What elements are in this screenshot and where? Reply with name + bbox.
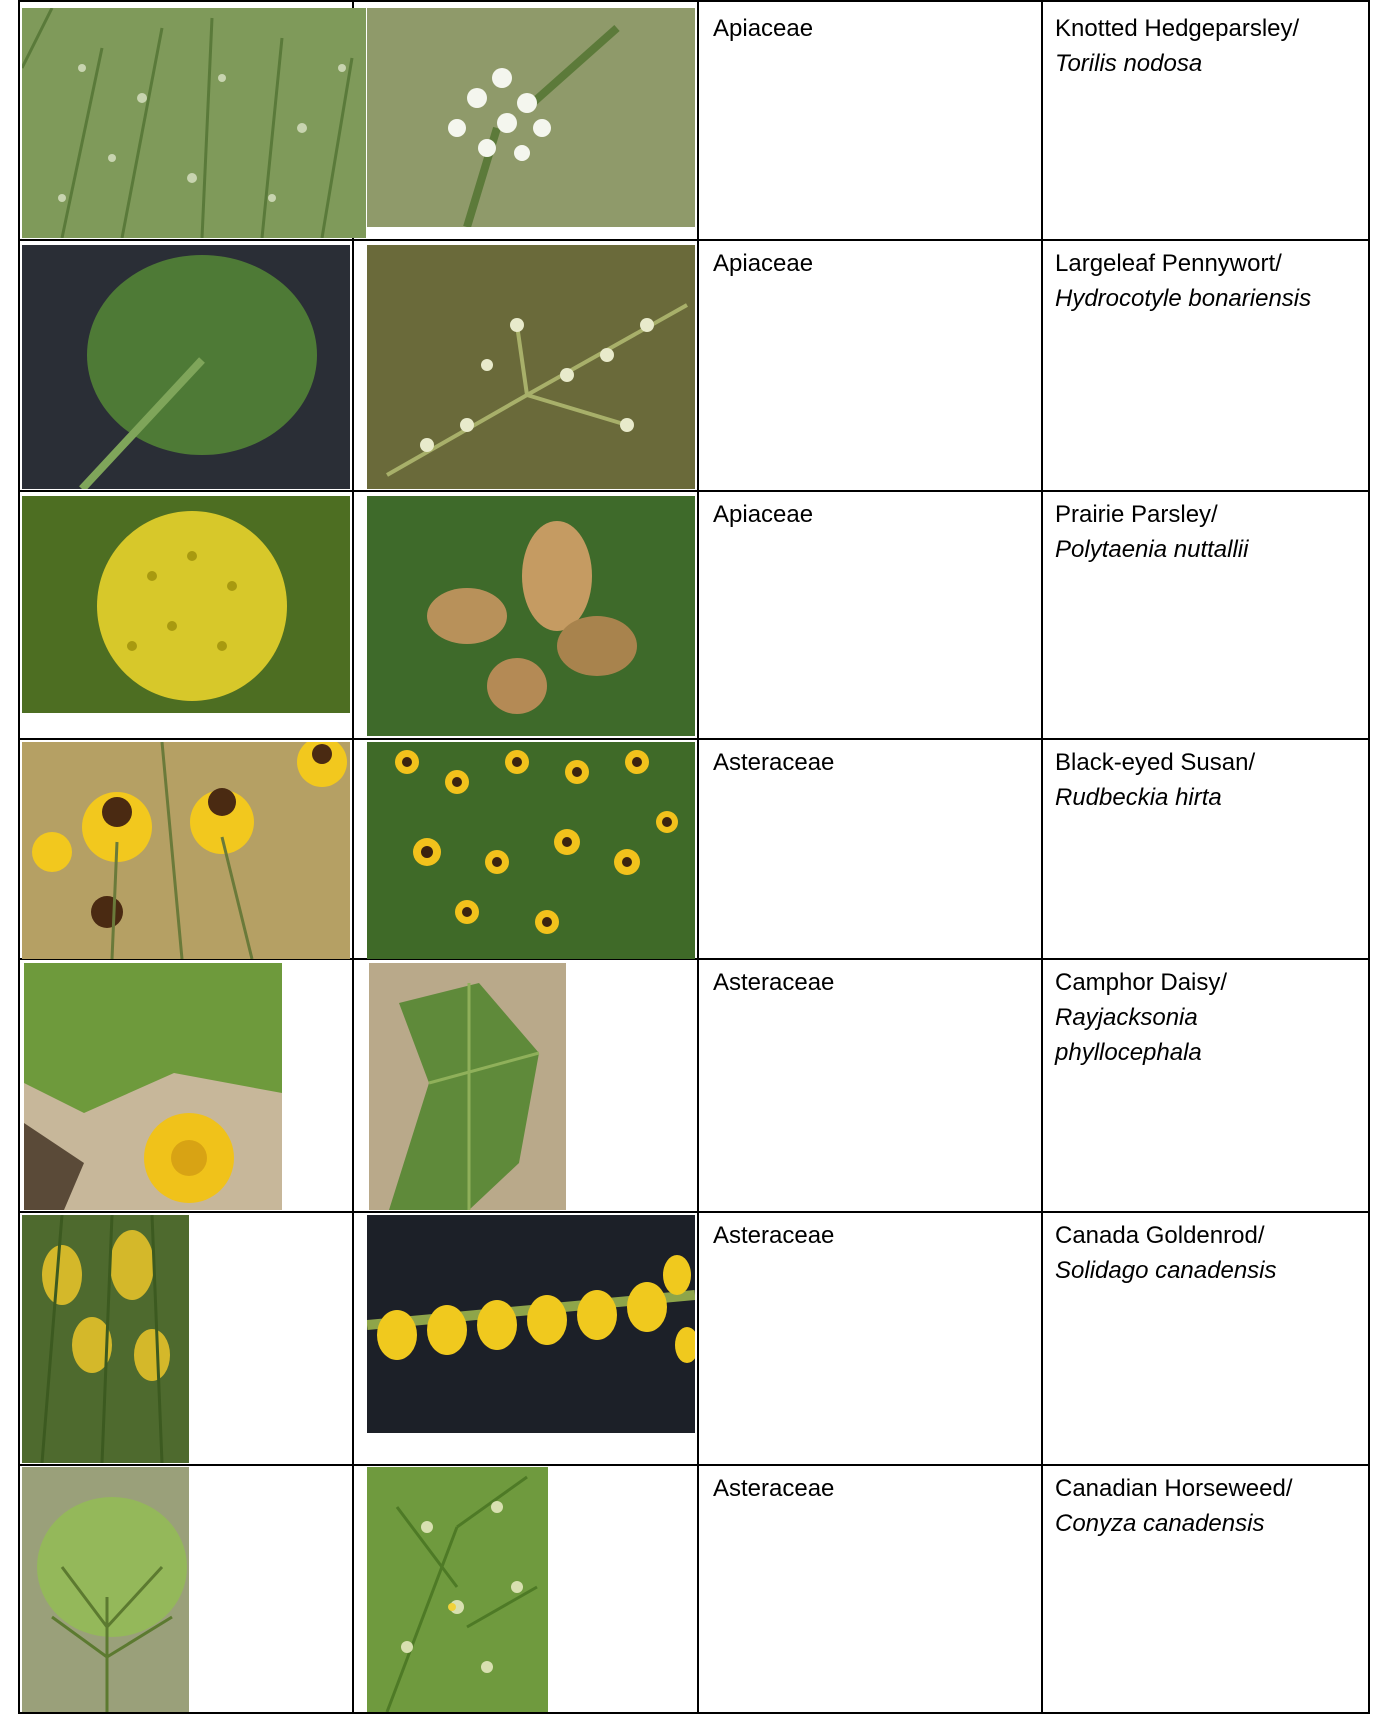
plant-photo <box>367 8 695 227</box>
table-rule <box>18 239 1370 241</box>
plant-photo <box>367 742 695 959</box>
common-name: Largeleaf Pennywort/ <box>1055 250 1282 277</box>
common-name: Knotted Hedgeparsley/ <box>1055 15 1300 42</box>
plant-photo <box>22 496 350 713</box>
plant-name <box>1055 1471 1375 1541</box>
table-rule <box>18 1464 1370 1466</box>
plant-photo <box>22 1215 189 1463</box>
plant-photo <box>367 1215 695 1433</box>
table-rule <box>352 0 354 1714</box>
common-name: Prairie Parsley/ <box>1055 501 1218 528</box>
family-name: Asteraceae <box>713 1475 835 1502</box>
common-name: Black-eyed Susan/ <box>1055 749 1256 776</box>
family-name: Apiaceae <box>713 15 814 42</box>
scientific-name: Solidago canadensis <box>1055 1257 1277 1284</box>
plant-name <box>1055 246 1375 316</box>
family-name: Asteraceae <box>713 969 835 996</box>
plant-photo <box>367 1467 548 1712</box>
plant-photo <box>22 8 366 238</box>
table-rule <box>18 490 1370 492</box>
family-name: Apiaceae <box>713 250 814 277</box>
family-name: Asteraceae <box>713 1222 835 1249</box>
table-rule <box>18 0 20 1714</box>
table-rule <box>1041 0 1043 1714</box>
scientific-name: Rudbeckia hirta <box>1055 784 1222 811</box>
plant-name <box>1055 11 1375 81</box>
family-name: Apiaceae <box>713 501 814 528</box>
plant-photo <box>22 245 350 489</box>
plant-name <box>1055 965 1275 1070</box>
plant-photo <box>367 245 695 489</box>
table-rule <box>18 0 1370 2</box>
plant-name <box>1055 1218 1375 1288</box>
scientific-name: Conyza canadensis <box>1055 1510 1265 1537</box>
plant-photo <box>22 1467 189 1712</box>
table-rule <box>18 1211 1370 1213</box>
plant-name <box>1055 497 1375 567</box>
common-name: Camphor Daisy/ <box>1055 969 1228 996</box>
scientific-name: Rayjacksonia phyllocephala <box>1055 1004 1202 1066</box>
plant-photo <box>369 963 566 1210</box>
common-name: Canadian Horseweed/ <box>1055 1475 1293 1502</box>
scientific-name: Torilis nodosa <box>1055 50 1203 77</box>
table-rule <box>18 738 1370 740</box>
scientific-name: Hydrocotyle bonariensis <box>1055 285 1312 312</box>
family-name: Asteraceae <box>713 749 835 776</box>
plant-photo <box>367 496 695 736</box>
plant-photo <box>24 963 282 1210</box>
table-rule <box>697 0 699 1714</box>
plant-name <box>1055 745 1375 815</box>
common-name: Canada Goldenrod/ <box>1055 1222 1265 1249</box>
plant-photo <box>22 742 350 959</box>
scientific-name: Polytaenia nuttallii <box>1055 536 1249 563</box>
